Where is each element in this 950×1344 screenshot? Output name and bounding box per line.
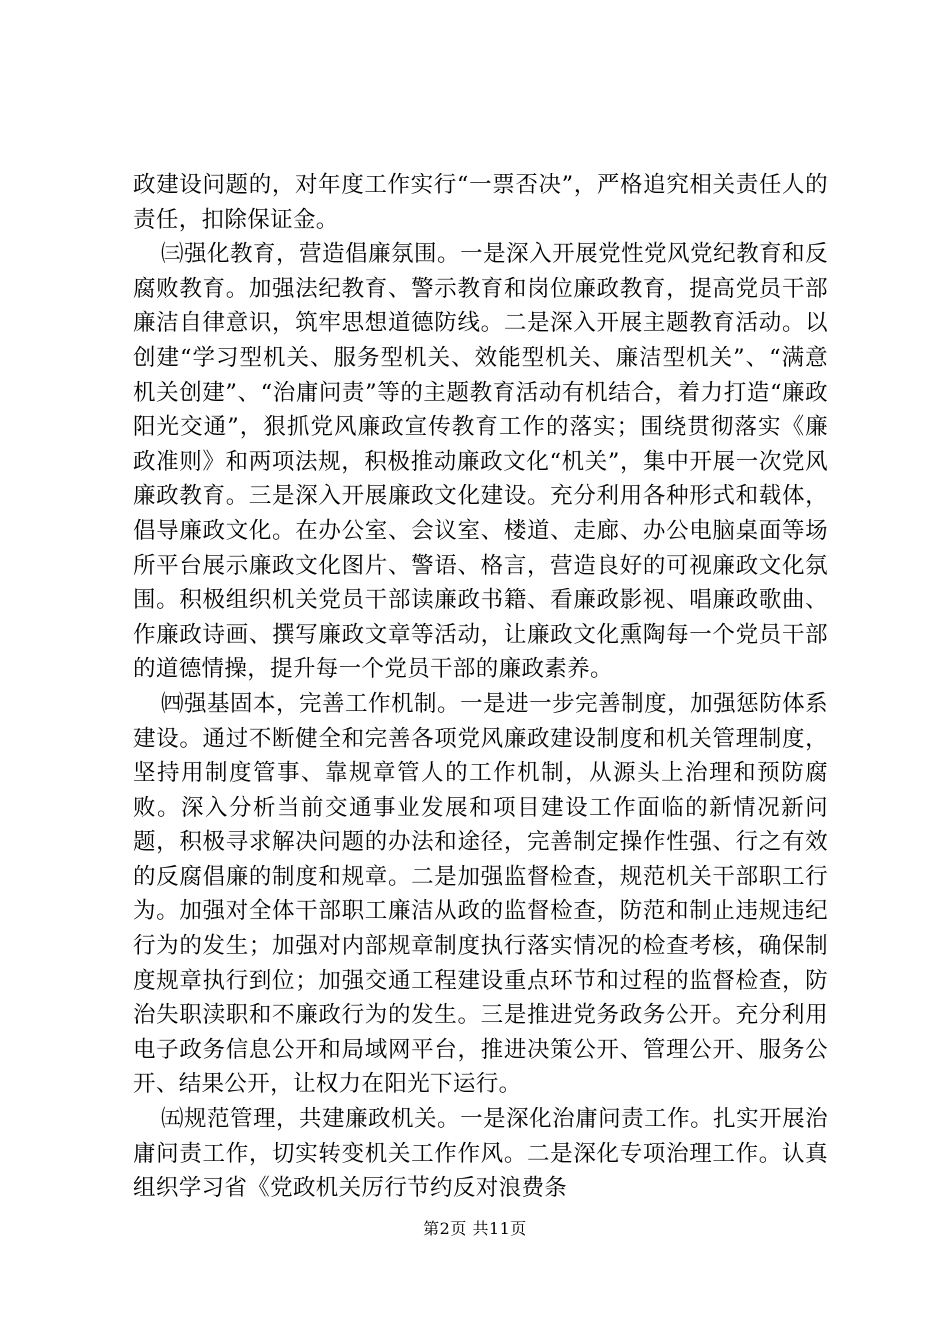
paragraph-management: ㈤规范管理，共建廉政机关。一是深化治庸问责工作。扎实开展治庸问责工作，切实转变机关工作作风。二是深化专项治理工作。认真组织学习省《党政机关厉行节约反对浪费条 xyxy=(133,1106,828,1202)
paragraph-mechanism: ㈣强基固本，完善工作机制。一是进一步完善制度，加强惩防体系建设。通过不断健全和完善各项党风廉政建设制度和机关管理制度，坚持用制度管事、靠规章管人的工作机制，从源头上治理和预防腐败。深入分析当前交通事业发展和项目建设工作面临的新情况新问题，积极寻求解决问题的办法和途径，完善制定操作性强、行之有效的反腐倡廉的制度和规章。二是加强监督检查，规范机关干部职工行为。加强对全体干部职工廉洁从政的监督检查，防范和制止违规违纪行为的发生；加强对内部规章制度执行落实情况的检查考核，确保制度规章执行到位；加强交通工程建设重点环节和过程的监督检查，防治失职渎职和不廉政行为的发生。三是推进党务政务公开。充分利用电子政务信息公开和局域网平台，推进决策公开、管理公开、服务公开、结果公开，让权力在阳光下运行。 xyxy=(133,690,828,1098)
page-number-footer: 第2页 共11页 xyxy=(423,1219,527,1238)
paragraph-continuation: 政建设问题的，对年度工作实行“一票否决”，严格追究相关责任人的责任，扣除保证金。 xyxy=(133,172,828,233)
paragraph-education: ㈢强化教育，营造倡廉氛围。一是深入开展党性党风党纪教育和反腐败教育。加强法纪教育、警示教育和岗位廉政教育，提高党员干部廉洁自律意识，筑牢思想道德防线。二是深入开展主题教育活动。以创建“学习型机关、服务型机关、效能型机关、廉洁型机关”、“满意机关创建”、“治庸问责”等的主题教育活动有机结合，着力打造“廉政阳光交通”，狠抓党风廉政宣传教育工作的落实；围绕贯彻落实《廉政准则》和两项法规，积极推动廉政文化“机关”，集中开展一次党风廉政教育。三是深入开展廉政文化建设。充分利用各种形式和载体，倡导廉政文化。在办公室、会议室、楼道、走廊、办公电脑桌面等场所平台展示廉政文化图片、警语、格言，营造良好的可视廉政文化氛围。积极组织机关党员干部读廉政书籍、看廉政影视、唱廉政歌曲、作廉政诗画、撰写廉政文章等活动，让廉政文化熏陶每一个党员干部的道德情操，提升每一个党员干部的廉政素养。 xyxy=(133,241,828,683)
document-body xyxy=(133,168,828,1206)
